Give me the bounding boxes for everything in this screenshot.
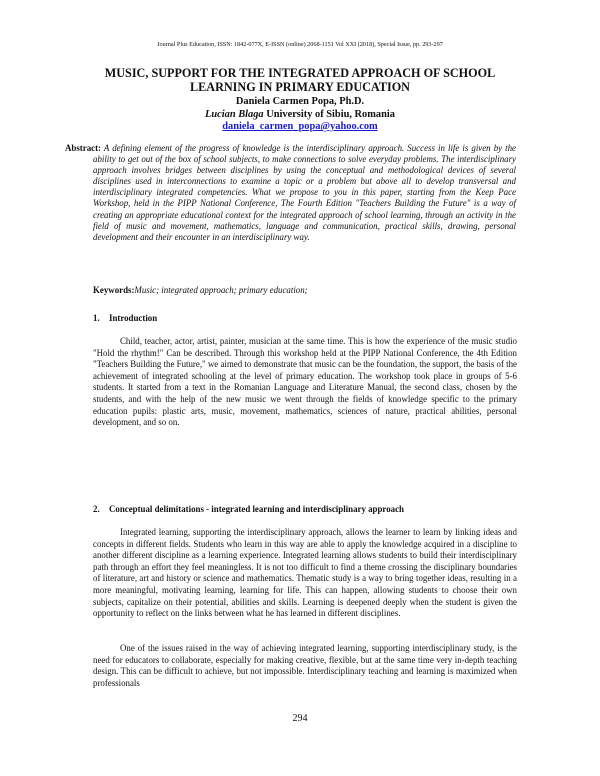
author-email-link[interactable]: daniela_carmen_popa@yahoo.com: [222, 121, 378, 133]
affiliation: [60, 109, 540, 122]
keywords-body: Music; integrated approach; primary education;: [134, 285, 308, 295]
page-number: 294: [292, 713, 308, 724]
abstract-body: A defining element of the progress of knowledge is the interdisciplinary approach. Success in life is given by the ability to get out of the box of school subjects, to make connections to solve everyday problems. The interdisciplinary approach involves bridges between disciplines by using the conceptual and methodological devices of several disciplines used in interconnections to examine a topic or a problem but above all to develop transversal and interdisciplinary integrated competencies. What we propose to you in this paper, starting from the Keep Pace Workshop, held in the PIPP National Conference, The Fourth Edition "Teachers Building the Future" is a way of creating an appropriate educational context for the integrated approach of school learning, through an activity in the field of music and movement, mathematics, language and communication, practical skills, drawing, personal development and their encounter in an interdisciplinary way.: [93, 143, 516, 242]
author-name: Daniela Carmen Popa, Ph.D.: [235, 96, 365, 107]
running-head: Journal Plus Education, ISSN: 1842-077X, E-ISSN (online) 2068-1151 Vol XXI (2018), Special Issue, pp. 293-297: [157, 41, 443, 48]
section-number: 1.: [93, 313, 100, 323]
abstract-label: Abstract:: [65, 143, 101, 153]
conceptual-paragraph-2: One of the issues raised in the way of achieving integrated learning, supporting interdisciplinary study, is the need for educators to collaborate, especially for making creative, flexible, but at the same time very in-depth teaching design. This can be difficult to achieve, but not impossible. Interdisciplinary teaching and learning is maximized when professionals: [93, 643, 517, 688]
abstract: [65, 143, 516, 243]
keywords: [93, 285, 516, 295]
keywords-label: Keywords:: [93, 285, 135, 295]
paper-title: [60, 66, 540, 94]
section-heading-introduction: [93, 313, 157, 323]
section-title: Conceptual delimitations - integrated learning and interdisciplinary approach: [109, 504, 404, 514]
title-line-2: LEARNING IN PRIMARY EDUCATION: [190, 80, 410, 94]
affiliation-rest: University of Sibiu, Romania: [263, 108, 395, 120]
conceptual-paragraph-1: Integrated learning, supporting the interdisciplinary approach, allows the learner to learn by linking ideas and concepts in different fields. Students who learn in this way are able to apply the knowledge acquired in a discipline to another different discipline as a learning experience. Integrated learning allows students to build their interdisciplinary path through an effort they feel meaningless. It is not too difficult to find a theme crossing the disciplinary boundaries of literature, art and history or science and mathematics. Thematic study is a way to bring together ideas, resulting in a more meaningful, motivating learning, learning for life. This can happen, allowing students to choose their own subjects, capitalize on their potential, abilities and skills. Learning is deepened deeply when the student is given the opportunity to reflect on the links between what he has learned in different disciplines.: [93, 527, 517, 619]
affiliation-university-name: Lucian Blaga: [205, 108, 264, 120]
section-number: 2.: [93, 504, 100, 514]
introduction-paragraph: Child, teacher, actor, artist, painter, musician at the same time. This is how the experience of the music studio "Hold the rhythm!" Can be described. Through this workshop held at the PIPP National Conference, the 4th Edition "Teachers Building the Future," we aimed to demonstrate that music can be the foundation, the support, the basis of the achievement of integrated schooling at the level of primary education. The workshop took place in groups of 5-6 students. It started from a text in the Romanian Language and Literature Manual, the second class, chosen by the students, and with the help of the new music we went through the fields of knowledge specific to the primary education pupils: plastic arts, music, movement, mathematics, sciences of nature, practical abilities, personal development, and so on.: [93, 336, 517, 428]
section-title: Introduction: [109, 313, 158, 323]
author-block: [60, 96, 540, 134]
section-heading-conceptual-delimitations: [93, 504, 404, 514]
title-line-1: MUSIC, SUPPORT FOR THE INTEGRATED APPROACH OF SCHOOL: [104, 66, 496, 80]
